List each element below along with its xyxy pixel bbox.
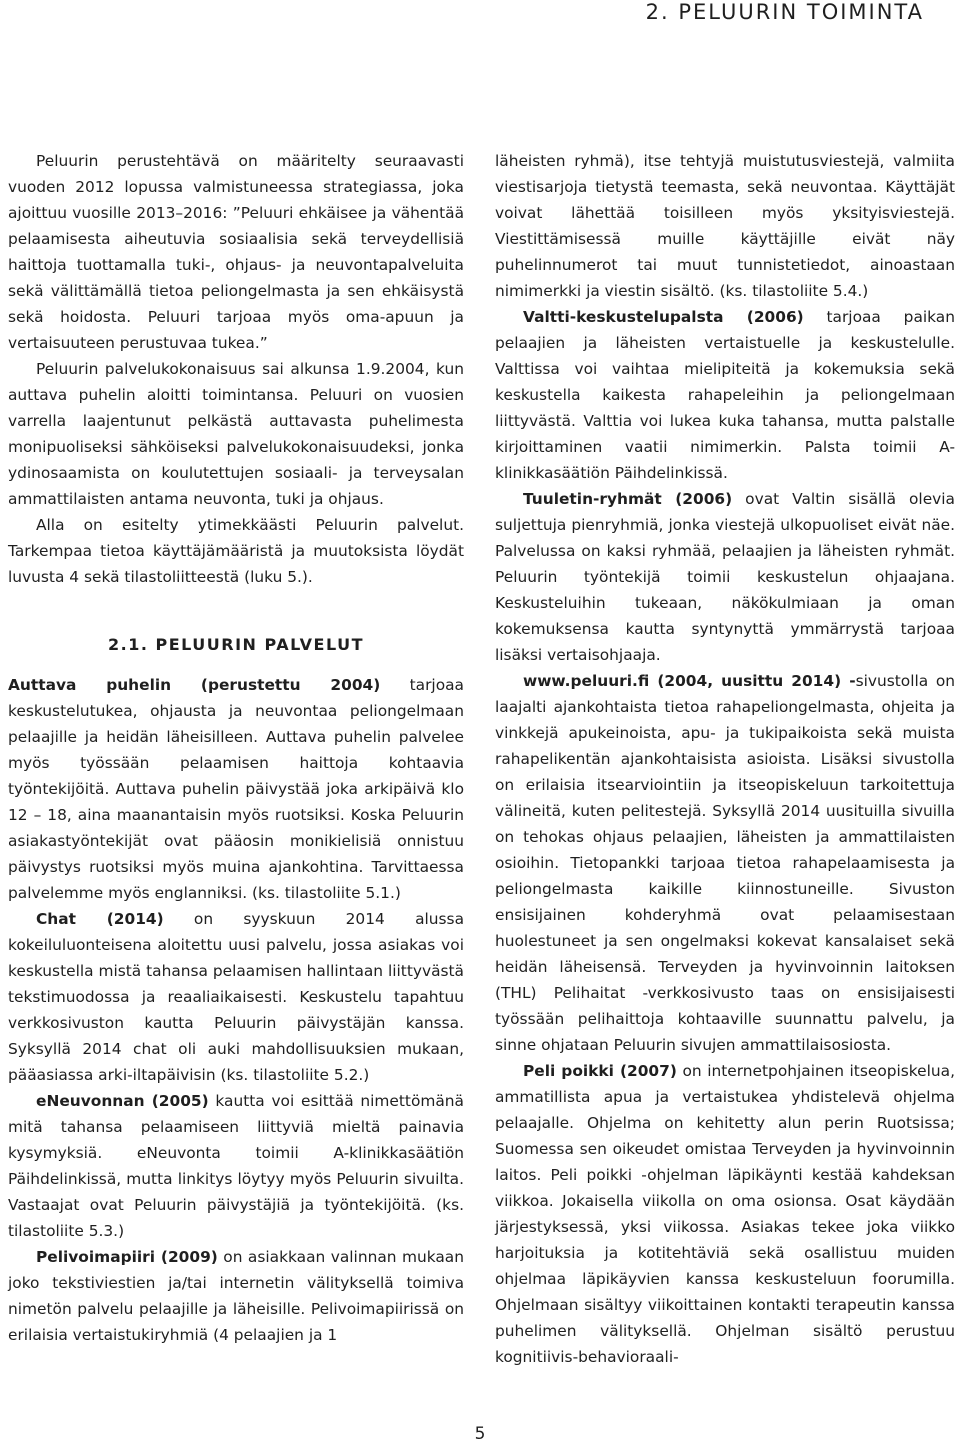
intro-paragraph: Peluurin palvelukokonaisuus sai alkunsa 1.9.2004, kun auttava puhelin aloitti toimintansa. Peluuri on vuosien varrella laajentunut pelkästä auttavasta puhelimesta monipuoliseksi sähköiseksi palvelukokonaisuudeksi, jonka ydinosaamista on koulutettujen sosiaali- ja terveysalan ammattilaisten antama neuvonta, tuki ja ohjaus. [8,360,464,508]
service-term: Tuuletin-ryhmät (2006) [523,490,733,508]
service-description: ovat Valtin sisällä olevia suljettuja pienryhmiä, jonka viestejä ulkopuoliset eivät näe. Palvelussa on kaksi ryhmää, pelaajien ja läheisten ryhmät. Peluurin työntekijä toimii keskustelun ohjaajana. Keskusteluihin tukeaan, näkökulmiaan ja oman kokemuksensa kautta syntynyttä ymmärrystä tarjoaa lisäksi vertaisohjaaja. [495,490,955,664]
service-description: sivustolla on laajalti ajankohtaista tietoa rahapeliongelmasta, ohjeita ja vinkkejä apukeinoista, apu- ja tukipaikoista sekä muista rahapelikentän ajankohtaisista asioista. Lisäksi sivustolla on erilaisia itsearviointiin ja itseopiskeluun tarkoitettuja välineitä, kuten pelitestejä. Syksyllä 2014 uusituilla sivuilla on tehokas ohjaus pelaajien, läheisten ja ammattilaisten osioihin. Tietopankki tarjoaa tietoa rahapelaamisesta ja peliongelmasta kaikille kiinnostuneille. Sivuston ensisijainen kohderyhmä ovat pelaamisestaan huolestuneet ja sen ongelmaksi kokevat kansalaiset sekä heidän läheisensä. Terveyden ja hyvinvoinnin laitoksen (THL) Pelihaitat -verkkosivusto taas on ensisijaisesti työssään pelihaittoja kohtaaville suunnattu palvelu, ja sinne ohjataan Peluurin sivujen ammattilaisosiosta. [495,672,955,1054]
section-heading: 2.1. PELUURIN PALVELUT [108,635,364,654]
service-description: on asiakkaan valinnan mukaan joko tekstiviestien ja/tai internetin välityksellä toimiva nimetön palvelu pelaajille ja läheisille. Pelivoimapiirissä on erilaisia vertaistukiryhmiä (4 pelaajien ja 1 [8,1248,464,1344]
right-column [495,148,955,1370]
page-number: 5 [474,1424,486,1444]
continuation-paragraph: läheisten ryhmä), itse tehtyjä muistutusviestejä, valmiita viestisarjoja tietystä teemasta, sekä neuvontaa. Käyttäjät voivat lähettää toisilleen myös yksityisviestejä. Viestittämisessä muille käyttäjille eivät näy puhelinnumerot tai muut tunnistetiedot, ainoastaan nimimerkki ja viestin sisältö. (ks. tilastoliite 5.4.) [495,152,955,300]
intro-paragraph: Alla on esitelty ytimekkäästi Peluurin palvelut. Tarkempaa tietoa käyttäjämääristä ja muutoksista löydät luvusta 4 sekä tilastoliitteestä (luku 5.). [8,516,464,586]
service-paragraph-website [495,668,955,1058]
service-description: on syyskuun 2014 alussa kokeiluluonteisena aloitettu uusi palvelu, jossa asiakas voi keskustella mistä tahansa pelaamisen hallintaan liittyvästä tekstimuodossa ja reaaliaikaisesti. Keskustelu tapahtuu verkkosivuston kautta Peluurin päivystäjän kanssa. Syksyllä 2014 chat oli auki mahdollisuuksien mukaan, pääasiassa arki-iltapäivisin (ks. tilastoliite 5.2.) [8,910,464,1084]
service-term: Peli poikki (2007) [523,1062,677,1080]
service-paragraph-valtti [495,304,955,486]
service-term: www.peluuri.fi (2004, uusittu 2014) - [523,672,856,690]
left-column [8,148,464,1348]
service-term: Pelivoimapiiri (2009) [36,1248,218,1266]
service-term: Chat (2014) [36,910,164,928]
service-term: Valtti-keskustelupalsta (2006) [523,308,804,326]
service-description: tarjoaa keskustelutukea, ohjausta ja neuvontaa peliongelmaan pelaajille ja heidän läheisilleen. Auttava puhelin palvelee myös työssään pelaamisen haittoja kohtaavia työntekijöitä. Auttava puhelin päivystää joka arkipäivä klo 12 – 18, aina maanantaisin myös ruotsiksi. Koska Peluurin asiakastyöntekijät ovat pääosin monikielisiä onnistuu päivystys ruotsiksi myös muina ajankohtina. Tarvittaessa palvelemme myös englanniksi. (ks. tilastoliite 5.1.) [8,676,464,902]
service-description: kautta voi esittää nimettömänä mitä tahansa pelaamiseen liittyviä mieltä painavia kysymyksiä. eNeuvonta toimii A-klinikkasäätiön Päihdelinkissä, mutta linkitys löytyy myös Peluurin sivuilta. Vastaajat ovat Peluurin päivystäjiä ja työntekijöitä. (ks. tilastoliite 5.3.) [8,1092,464,1240]
service-paragraph-tuuletin [495,486,955,668]
service-paragraph-auttava-puhelin [8,672,464,906]
service-term: Auttava puhelin (perustettu 2004) [8,676,381,694]
chapter-title: 2. PELUURIN TOIMINTA [645,0,924,24]
service-paragraph-pelivoimapiiri [8,1244,464,1348]
intro-paragraph: Peluurin perustehtävä on määritelty seuraavasti vuoden 2012 lopussa valmistuneessa strategiassa, joka ajoittuu vuosille 2013–2016: ”Peluuri ehkäisee ja vähentää pelaamisesta aiheutuvia sosiaalisia sekä terveydellisiä haittoja tuottamalla tuki-, ohjaus- ja neuvontapalveluita sekä välittämällä tietoa peliongelmasta ja sen ehkäisystä sekä hoidosta. Peluuri tarjoaa myös oma-apuun ja vertaisuuteen perustuvaa tukea.” [8,152,464,352]
service-description: tarjoaa paikan pelaajien ja läheisten vertaistuelle ja keskustelulle. Valttissa voi vaihtaa mielipiteitä ja kokemuksia sekä keskustella kaikesta rahapeleihin ja peliongelmaan liittyvästä. Valttia voi lukea kuka tahansa, mutta palstalle kirjoittaminen vaatii nimimerkin. Palsta toimii A-klinikkasäätiön Päihdelinkissä. [495,308,955,482]
service-description: on internetpohjainen itseopiskelua, ammatillista apua ja vertaistukea yhdistelevä ohjelma pelaajalle. Ohjelma on kehitetty alun perin Ruotsissa; Suomessa sen oikeudet omistaa Terveyden ja hyvinvoinnin laitos. Peli poikki -ohjelman läpikäynti kestää kahdeksan viikkoa. Jokaisella viikolla on oma osionsa. Osat käydään järjestyksessä, yksi viikossa. Asiakas tekee joka viikko harjoituksia ja kotitehtäviä sekä osallistuu muiden ohjelmaa läpikäyvien kanssa keskusteluun foorumilla. Ohjelmaan sisältyy viikoittainen kontakti terapeutin kanssa puhelimen välityksellä. Ohjelman sisältö perustuu kognitiivis-behavioraali- [495,1062,955,1366]
service-paragraph-eneuvonta [8,1088,464,1244]
service-paragraph-chat [8,906,464,1088]
service-term: eNeuvonnan (2005) [36,1092,209,1110]
service-paragraph-peli-poikki [495,1058,955,1370]
